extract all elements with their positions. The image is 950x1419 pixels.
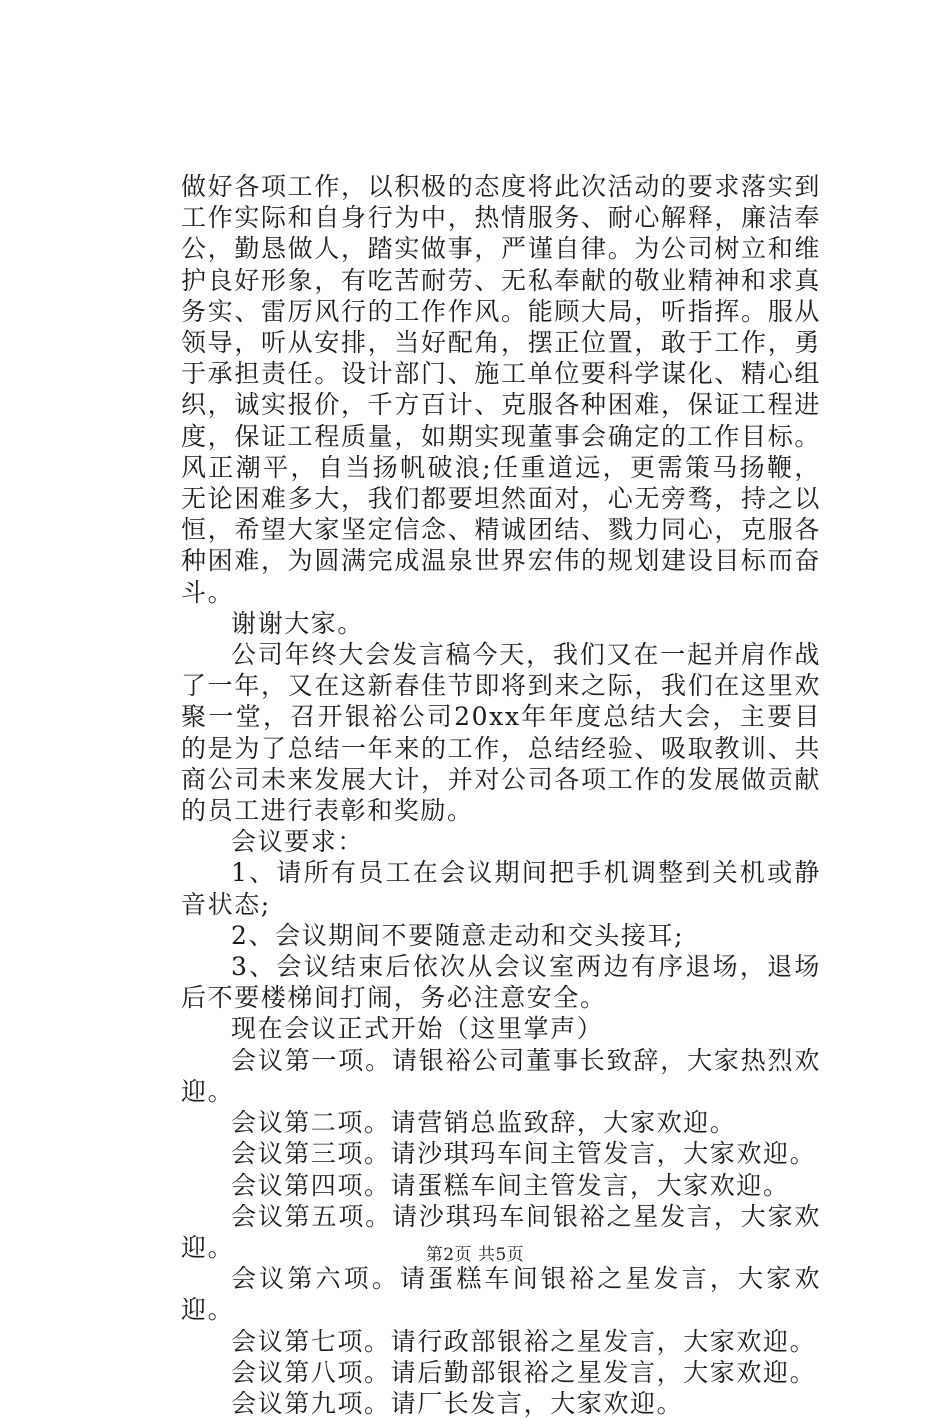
paragraph-requirement-1: 1、请所有员工在会议期间把手机调整到关机或静音状态; <box>181 858 821 919</box>
paragraph-agenda-item-5: 会议第五项。请沙琪玛车间银裕之星发言，大家欢迎。 <box>181 1201 821 1262</box>
paragraph-thanks: 谢谢大家。 <box>231 608 365 638</box>
page-number-label: 第2页 共5页 <box>425 1245 525 1265</box>
paragraph-agenda-item-3: 会议第三项。请沙琪玛车间主管发言，大家欢迎。 <box>231 1139 817 1169</box>
document-body <box>181 171 821 1419</box>
paragraph-speech-intro: 公司年终大会发言稿今天，我们又在一起并肩作战了一年，又在这新春佳节即将到来之际，我们在这里欢聚一堂，召开银裕公司20xx年年度总结大会，主要目的是为了总结一年来的工作，总结经验、吸取教训、共商公司未来发展大计，并对公司各项工作的发展做贡献的员工进行表彰和奖励。 <box>181 640 821 826</box>
paragraph-agenda-item-2: 会议第二项。请营销总监致辞，大家欢迎。 <box>231 1108 737 1138</box>
paragraph-requirement-2: 2、会议期间不要随意走动和交头接耳; <box>231 920 685 950</box>
paragraph-meeting-start: 现在会议正式开始（这里掌声） <box>231 1014 604 1044</box>
paragraph-agenda-item-7: 会议第七项。请行政部银裕之星发言，大家欢迎。 <box>231 1326 817 1356</box>
paragraph-agenda-item-9: 会议第九项。请厂长发言，大家欢迎。 <box>231 1388 684 1418</box>
paragraph-agenda-item-4: 会议第四项。请蛋糕车间主管发言，大家欢迎。 <box>231 1170 790 1200</box>
paragraph-requirement-3: 3、会议结束后依次从会议室两边有序退场，退场后不要楼梯间打闹，务必注意安全。 <box>181 952 821 1013</box>
page-footer <box>0 1244 950 1266</box>
paragraph-agenda-item-1: 会议第一项。请银裕公司董事长致辞，大家热烈欢迎。 <box>181 1045 821 1106</box>
paragraph-continuation: 做好各项工作，以积极的态度将此次活动的要求落实到工作实际和自身行为中，热情服务、耐心解释，廉洁奉公，勤恳做人，踏实做事，严谨自律。为公司树立和维护良好形象，有吃苦耐劳、无私奉献的敬业精神和求真务实、雷厉风行的工作作风。能顾大局，听指挥。服从领导，听从安排，当好配角，摆正位置，敢于工作，勇于承担责任。设计部门、施工单位要科学谋化、精心组织，诚实报价，千方百计、克服各种困难，保证工程进度，保证工程质量，如期实现董事会确定的工作目标。风正潮平，自当扬帆破浪;任重道远，更需策马扬鞭，无论困难多大，我们都要坦然面对，心无旁骛，持之以恒，希望大家坚定信念、精诚团结、戮力同心，克服各种困难，为圆满完成温泉世界宏伟的规划建设目标而奋斗。 <box>181 172 821 607</box>
paragraph-agenda-item-6: 会议第六项。请蛋糕车间银裕之星发言，大家欢迎。 <box>181 1264 821 1325</box>
paragraph-agenda-item-8: 会议第八项。请后勤部银裕之星发言，大家欢迎。 <box>231 1357 817 1387</box>
paragraph-meeting-requirements-heading: 会议要求： <box>231 827 365 857</box>
